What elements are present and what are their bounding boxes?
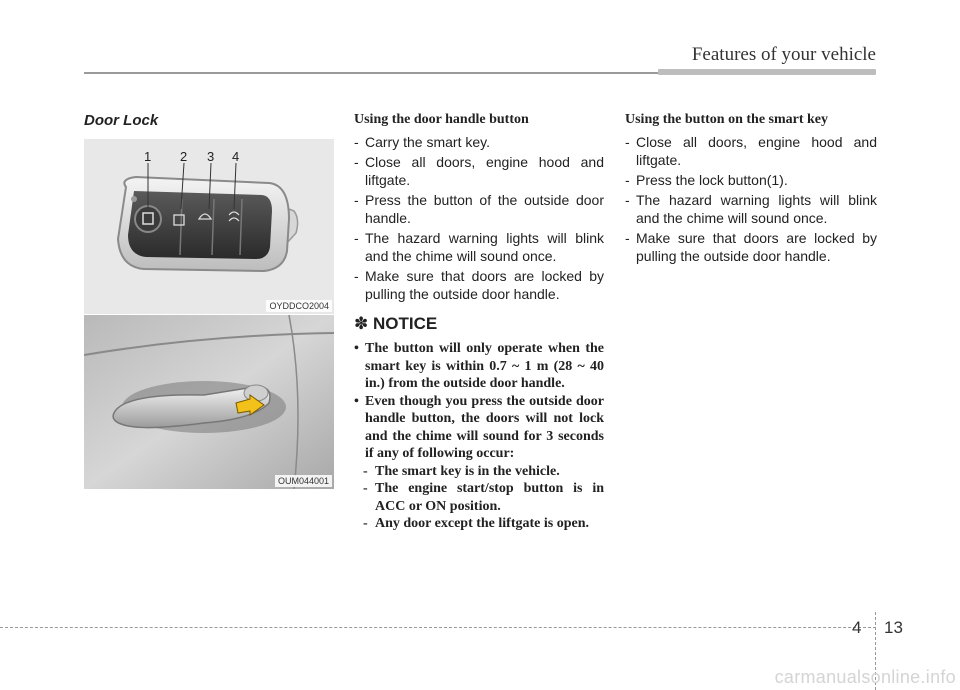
instruction-step: - The hazard warning lights will blink and the chime will sound once. bbox=[625, 191, 877, 227]
callout-1: 1 bbox=[144, 149, 152, 164]
notice-condition: - The engine start/stop button is in ACC or ON position. bbox=[354, 480, 604, 515]
page-number: 13 bbox=[884, 618, 903, 637]
notice-title: ✽ NOTICE bbox=[354, 314, 438, 333]
notice-condition: - The smart key is in the vehicle. bbox=[354, 463, 604, 481]
smart-key-illustration bbox=[84, 139, 334, 314]
chapter-number: 4 bbox=[852, 618, 862, 637]
instruction-step: - The hazard warning lights will blink and the chime will sound once. bbox=[354, 229, 604, 265]
watermark: carmanualsonline.info bbox=[774, 667, 956, 687]
running-header: Features of your vehicle bbox=[691, 44, 876, 65]
section-title: Door Lock bbox=[84, 112, 159, 129]
instruction-step: - Close all doors, engine hood and liftgate. bbox=[625, 133, 877, 169]
instruction-step: - Make sure that doors are locked by pulling the outside door handle. bbox=[625, 229, 877, 265]
smart-key-figure bbox=[84, 139, 334, 314]
footer-rule bbox=[0, 627, 876, 628]
door-handle-button-instructions bbox=[354, 111, 604, 305]
callout-2: 2 bbox=[180, 149, 188, 164]
door-handle-figure bbox=[84, 315, 334, 489]
figure-code: OYDDCO2004 bbox=[266, 300, 332, 312]
notice-condition: - Any door except the liftgate is open. bbox=[354, 515, 604, 533]
header-rule bbox=[84, 72, 658, 74]
instruction-step: - Make sure that doors are locked by pulling the outside door handle. bbox=[354, 267, 604, 303]
instructions-heading: Using the button on the smart key bbox=[625, 112, 829, 127]
callout-4: 4 bbox=[232, 149, 240, 164]
figure-code: OUM044001 bbox=[275, 475, 332, 487]
smart-key-button-instructions bbox=[625, 111, 877, 267]
notice-box bbox=[354, 314, 604, 533]
instruction-step: - Close all doors, engine hood and liftgate. bbox=[354, 153, 604, 189]
instructions-heading: Using the door handle button bbox=[354, 112, 529, 127]
notice-item: • Even though you press the outside door handle button, the doors will not lock and the chime will sound for 3 seconds if any of following occur: bbox=[354, 393, 604, 463]
instruction-step: - Carry the smart key. bbox=[354, 133, 604, 151]
door-handle-illustration bbox=[84, 315, 334, 489]
instruction-step: - Press the lock button(1). bbox=[625, 171, 877, 189]
header-rule-accent bbox=[658, 69, 876, 75]
instruction-step: - Press the button of the outside door handle. bbox=[354, 191, 604, 227]
notice-item: • The button will only operate when the smart key is within 0.7 ~ 1 m (28 ~ 40 in.) from the outside door handle. bbox=[354, 340, 604, 393]
callout-3: 3 bbox=[207, 149, 215, 164]
